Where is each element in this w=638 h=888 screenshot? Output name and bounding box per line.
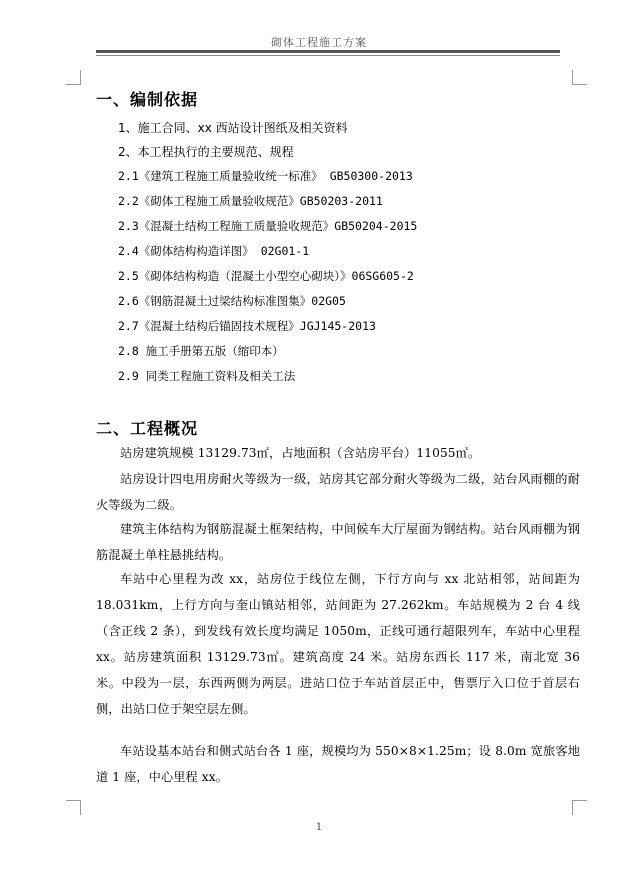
standard-item: 2.9 同类工程施工资料及相关工法: [118, 369, 296, 383]
running-header-title: 砌体工程施工方案: [271, 36, 367, 49]
overview-paragraph: 车站中心里程为改 xx，站房位于线位左侧，下行方向与 xx 北站相邻，站间距为 18.031km，上行方向与奎山镇站相邻，站间距为 27.262km。车站规模为 2 台 4 线（含正线 2 条），到发线有效长度均满足 1050m，正线可通行超限列车，车站中心里程 xx。站房建筑面积 13129.73㎡。建筑高度 24 米。站房东西长 117 米，南北宽 36 米。中段为一层，东西两侧为两层。进站口位于车站首层正中，售票厅入口位于首层右侧，出站口位于架空层左侧。: [96, 572, 580, 716]
overview-paragraph: 站房建筑规模 13129.73㎡，占地面积（含站房平台）11055㎡。: [120, 446, 481, 460]
standard-item: 2.1《建筑工程施工质量验收统一标准》 GB50300-2013: [118, 169, 413, 183]
standard-item: 2.6《钢筋混凝土过梁结构标准图集》02G05: [118, 294, 346, 308]
standard-item: 2.2《砌体工程施工质量验收规范》GB50203-2011: [118, 194, 383, 208]
page-number: 1: [315, 822, 323, 833]
standard-item: 2.7《混凝土结构后锚固技术规程》JGJ145-2013: [118, 319, 376, 333]
crop-mark-top-right: [572, 70, 587, 85]
section-heading-basis: 一、编制依据: [96, 90, 199, 109]
overview-paragraph: 站房设计四电用房耐火等级为一级，站房其它部分耐火等级为二级，站台风雨棚的耐火等级为二级。: [96, 472, 580, 512]
header-rule: [96, 50, 560, 53]
standard-item: 2.5《砌体结构构造（混凝土小型空心砌块）》06SG605-2: [118, 269, 414, 283]
standard-item: 2.8 施工手册第五版（缩印本）: [118, 344, 284, 358]
section-heading-overview: 二、工程概况: [96, 419, 199, 438]
basis-item: 2、本工程执行的主要规范、规程: [118, 145, 294, 159]
overview-paragraph: 建筑主体结构为钢筋混凝土框架结构，中间候车大厅屋面为钢结构。站台风雨棚为钢筋混凝土单柱悬挑结构。: [96, 522, 580, 562]
header-rule-thin: [96, 55, 560, 56]
crop-mark-bottom-left: [66, 800, 81, 815]
standard-item: 2.4《砌体结构构造详图》 02G01-1: [118, 244, 310, 258]
overview-paragraph: 车站设基本站台和侧式站台各 1 座，规模均为 550×8×1.25m；设 8.0m 宽旅客地道 1 座，中心里程 xx。: [96, 744, 580, 784]
basis-item: 1、施工合同、xx 西站设计图纸及相关资料: [118, 121, 348, 135]
standard-item: 2.3《混凝土结构工程施工质量验收规范》GB50204-2015: [118, 219, 418, 233]
crop-mark-top-left: [66, 70, 81, 85]
crop-mark-bottom-right: [572, 800, 587, 815]
